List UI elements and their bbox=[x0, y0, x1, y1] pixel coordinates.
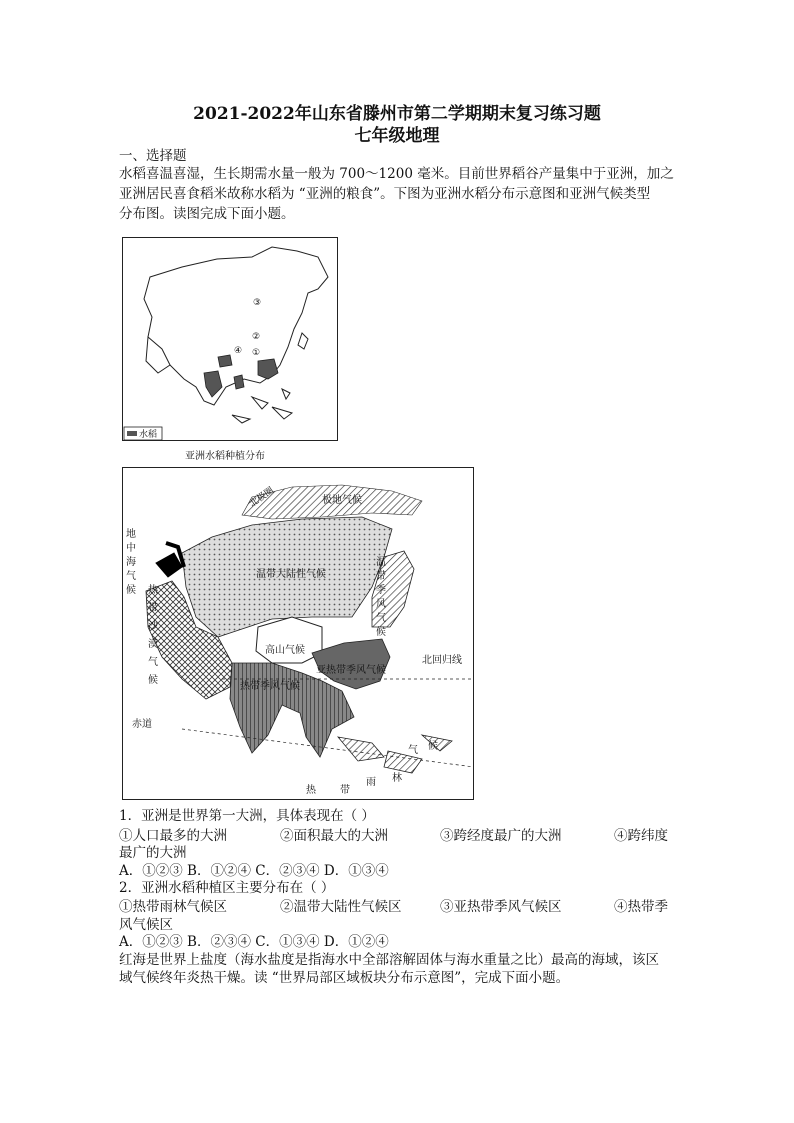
svg-text:带: 带 bbox=[148, 603, 158, 614]
outro-line-1: 红海是世界上盐度（海水盐度是指海水中全部溶解固体与海水重量之比）最高的海域，该区 bbox=[119, 952, 659, 968]
q2-stem: 2．亚洲水稻种植区主要分布在（ ） bbox=[119, 880, 335, 896]
q2-item-3: ③亚热带季风气候区 bbox=[440, 899, 562, 915]
label-subtropical-monsoon: 亚热带季风气候 bbox=[316, 665, 386, 676]
svg-text:沙: 沙 bbox=[148, 621, 158, 632]
svg-text:气: 气 bbox=[126, 571, 136, 582]
svg-text:候: 候 bbox=[428, 741, 438, 752]
svg-text:带: 带 bbox=[340, 785, 350, 796]
svg-text:海: 海 bbox=[126, 557, 136, 568]
rice-distribution-map bbox=[122, 237, 338, 441]
rice-map-caption: 亚洲水稻种植分布 bbox=[185, 451, 265, 462]
svg-text:热: 热 bbox=[148, 585, 158, 596]
intro-line-3: 分布图。读图完成下面小题。 bbox=[119, 206, 295, 222]
q2-item-4: ④热带季 bbox=[614, 899, 668, 915]
svg-text:温: 温 bbox=[376, 557, 386, 568]
marker-1: ① bbox=[252, 348, 261, 358]
q2-item-4-wrap: 风气候区 bbox=[119, 917, 173, 933]
svg-text:中: 中 bbox=[126, 543, 136, 554]
q1-choices: A．①②③ B．①②④ C．②③④ D．①③④ bbox=[119, 863, 389, 879]
q1-item-4-wrap: 最广的大洲 bbox=[119, 845, 187, 861]
svg-text:漠: 漠 bbox=[148, 639, 158, 650]
svg-text:热: 热 bbox=[306, 785, 316, 796]
svg-text:候: 候 bbox=[126, 585, 136, 596]
q1-item-2: ②面积最大的大洲 bbox=[280, 828, 388, 844]
intro-line-1: 水稻喜温喜湿，生长期需水量一般为 700～1200 毫米。目前世界稻谷产量集中于亚洲，加之 bbox=[119, 166, 674, 182]
svg-text:季: 季 bbox=[376, 585, 386, 596]
climate-type-map bbox=[122, 467, 474, 800]
svg-text:雨: 雨 bbox=[366, 777, 376, 788]
section-heading: 一、选择题 bbox=[119, 148, 187, 164]
svg-text:带: 带 bbox=[376, 571, 386, 582]
intro-line-2: 亚洲居民喜食稻米故称水稻为 “亚洲的粮食”。下图为亚洲水稻分布示意图和亚洲气候类型 bbox=[119, 186, 651, 202]
outro-line-2: 域气候终年炎热干燥。读 “世界局部区域板块分布示意图”，完成下面小题。 bbox=[119, 970, 570, 986]
exam-subtitle: 七年级地理 bbox=[354, 126, 440, 146]
label-polar: 极地气候 bbox=[322, 495, 362, 506]
marker-2: ② bbox=[252, 332, 261, 342]
marker-3: ③ bbox=[253, 298, 262, 308]
q1-item-1: ①人口最多的大洲 bbox=[119, 828, 227, 844]
q1-item-3: ③跨经度最广的大洲 bbox=[440, 828, 562, 844]
q1-item-4: ④跨纬度 bbox=[614, 828, 668, 844]
q1-stem: 1．亚洲是世界第一大洲，具体表现在（ ） bbox=[119, 808, 375, 824]
label-arctic-circle: 北极圈 bbox=[247, 485, 276, 510]
svg-text:候: 候 bbox=[376, 627, 386, 638]
exam-title: 2021-2022年山东省滕州市第二学期期末复习练习题 bbox=[193, 104, 601, 124]
q2-choices: A．①②③ B．②③④ C．①③④ D．①②④ bbox=[119, 934, 389, 950]
svg-text:气: 气 bbox=[376, 613, 386, 624]
label-temperate-continental: 温带大陆性气候 bbox=[256, 569, 326, 580]
label-equator: 赤道 bbox=[132, 719, 152, 730]
q2-item-1: ①热带雨林气候区 bbox=[119, 899, 227, 915]
q2-item-2: ②温带大陆性气候区 bbox=[280, 899, 402, 915]
svg-text:林: 林 bbox=[392, 773, 402, 784]
rice-legend-label: 水稻 bbox=[139, 430, 158, 440]
label-highland: 高山气候 bbox=[265, 645, 305, 656]
svg-text:候: 候 bbox=[148, 675, 158, 686]
label-mediterranean bbox=[126, 527, 136, 596]
label-tropic-of-cancer: 北回归线 bbox=[422, 655, 462, 666]
label-tropical-monsoon: 热带季风气候 bbox=[240, 681, 300, 692]
svg-text:地: 地 bbox=[126, 529, 136, 540]
svg-text:气: 气 bbox=[148, 657, 158, 668]
svg-text:气: 气 bbox=[408, 745, 418, 756]
marker-4: ④ bbox=[234, 346, 243, 356]
svg-text:风: 风 bbox=[376, 599, 386, 610]
